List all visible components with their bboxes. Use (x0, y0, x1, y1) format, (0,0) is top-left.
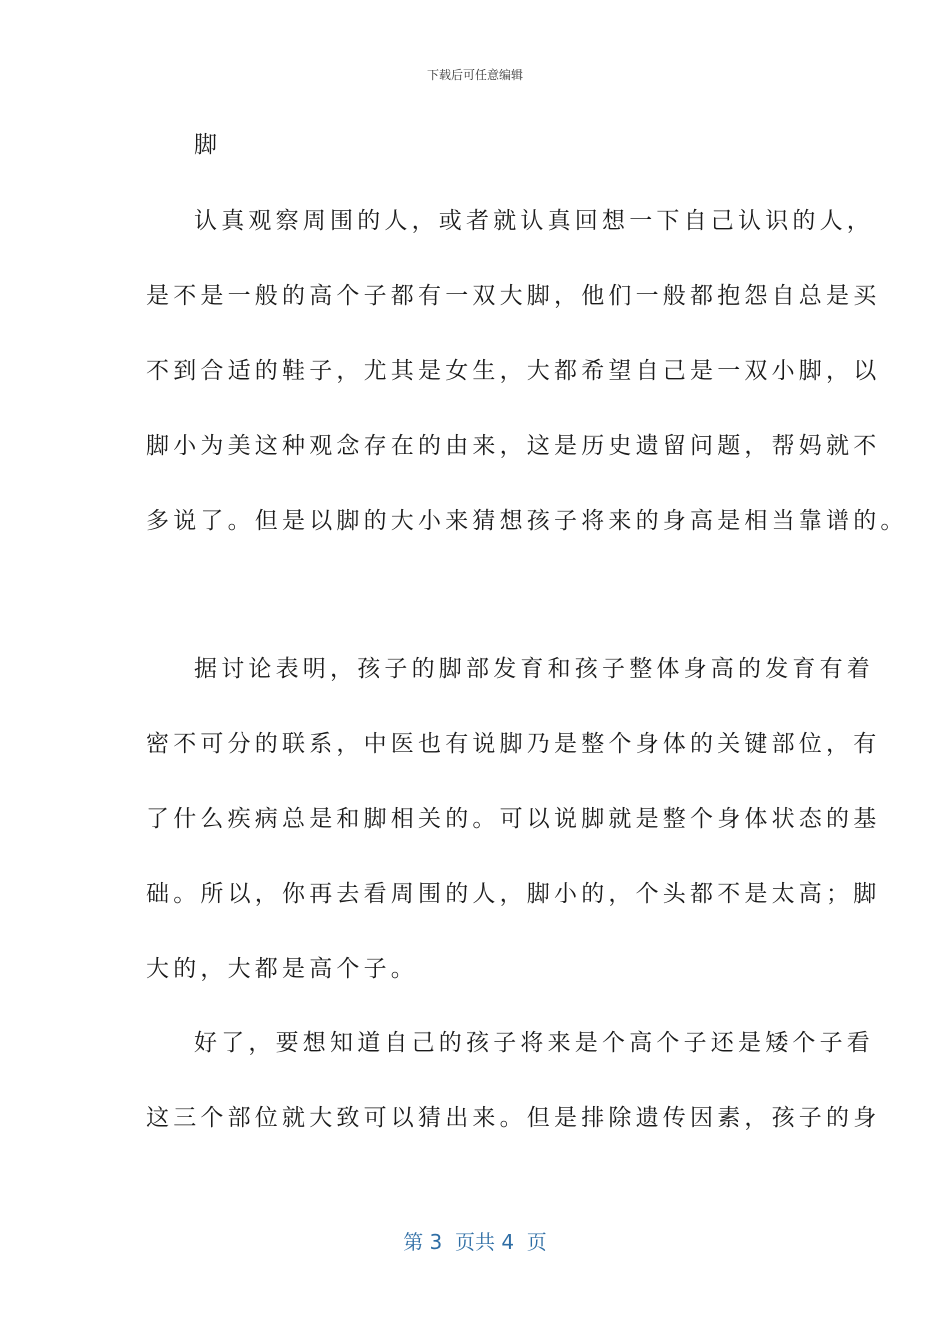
paragraph-line: 密不可分的联系，中医也有说脚乃是整个身体的关键部位，有 (146, 731, 881, 757)
paragraph-line: 础。所以，你再去看周围的人，脚小的，个头都不是太高；脚 (146, 881, 881, 907)
paragraph-line: 据讨论表明，孩子的脚部发育和孩子整体身高的发育有着 (194, 656, 874, 682)
paragraph-line: 不到合适的鞋子，尤其是女生，大都希望自己是一双小脚，以 (146, 358, 881, 384)
paragraph-line: 是不是一般的高个子都有一双大脚，他们一般都抱怨自总是买 (146, 283, 881, 309)
page-header: 下载后可任意编辑 (426, 68, 523, 82)
paragraph-line: 好了，要想知道自己的孩子将来是个高个子还是矮个子看 (194, 1030, 874, 1056)
paragraph-line: 了什么疾病总是和脚相关的。可以说脚就是整个身体状态的基 (146, 806, 881, 832)
paragraph-line: 多说了。但是以脚的大小来猜想孩子将来的身高是相当靠谱的。 (146, 508, 908, 534)
heading-line: 脚 (194, 132, 222, 158)
page-number-footer: 第 3 页共 4 页 (403, 1230, 547, 1254)
paragraph-line: 大的，大都是高个子。 (146, 956, 418, 982)
paragraph-line: 这三个部位就大致可以猜出来。但是排除遗传因素，孩子的身 (146, 1105, 881, 1131)
paragraph-line: 脚小为美这种观念存在的由来，这是历史遗留问题，帮妈就不 (146, 433, 881, 459)
paragraph-line: 认真观察周围的人，或者就认真回想一下自己认识的人， (194, 208, 874, 234)
